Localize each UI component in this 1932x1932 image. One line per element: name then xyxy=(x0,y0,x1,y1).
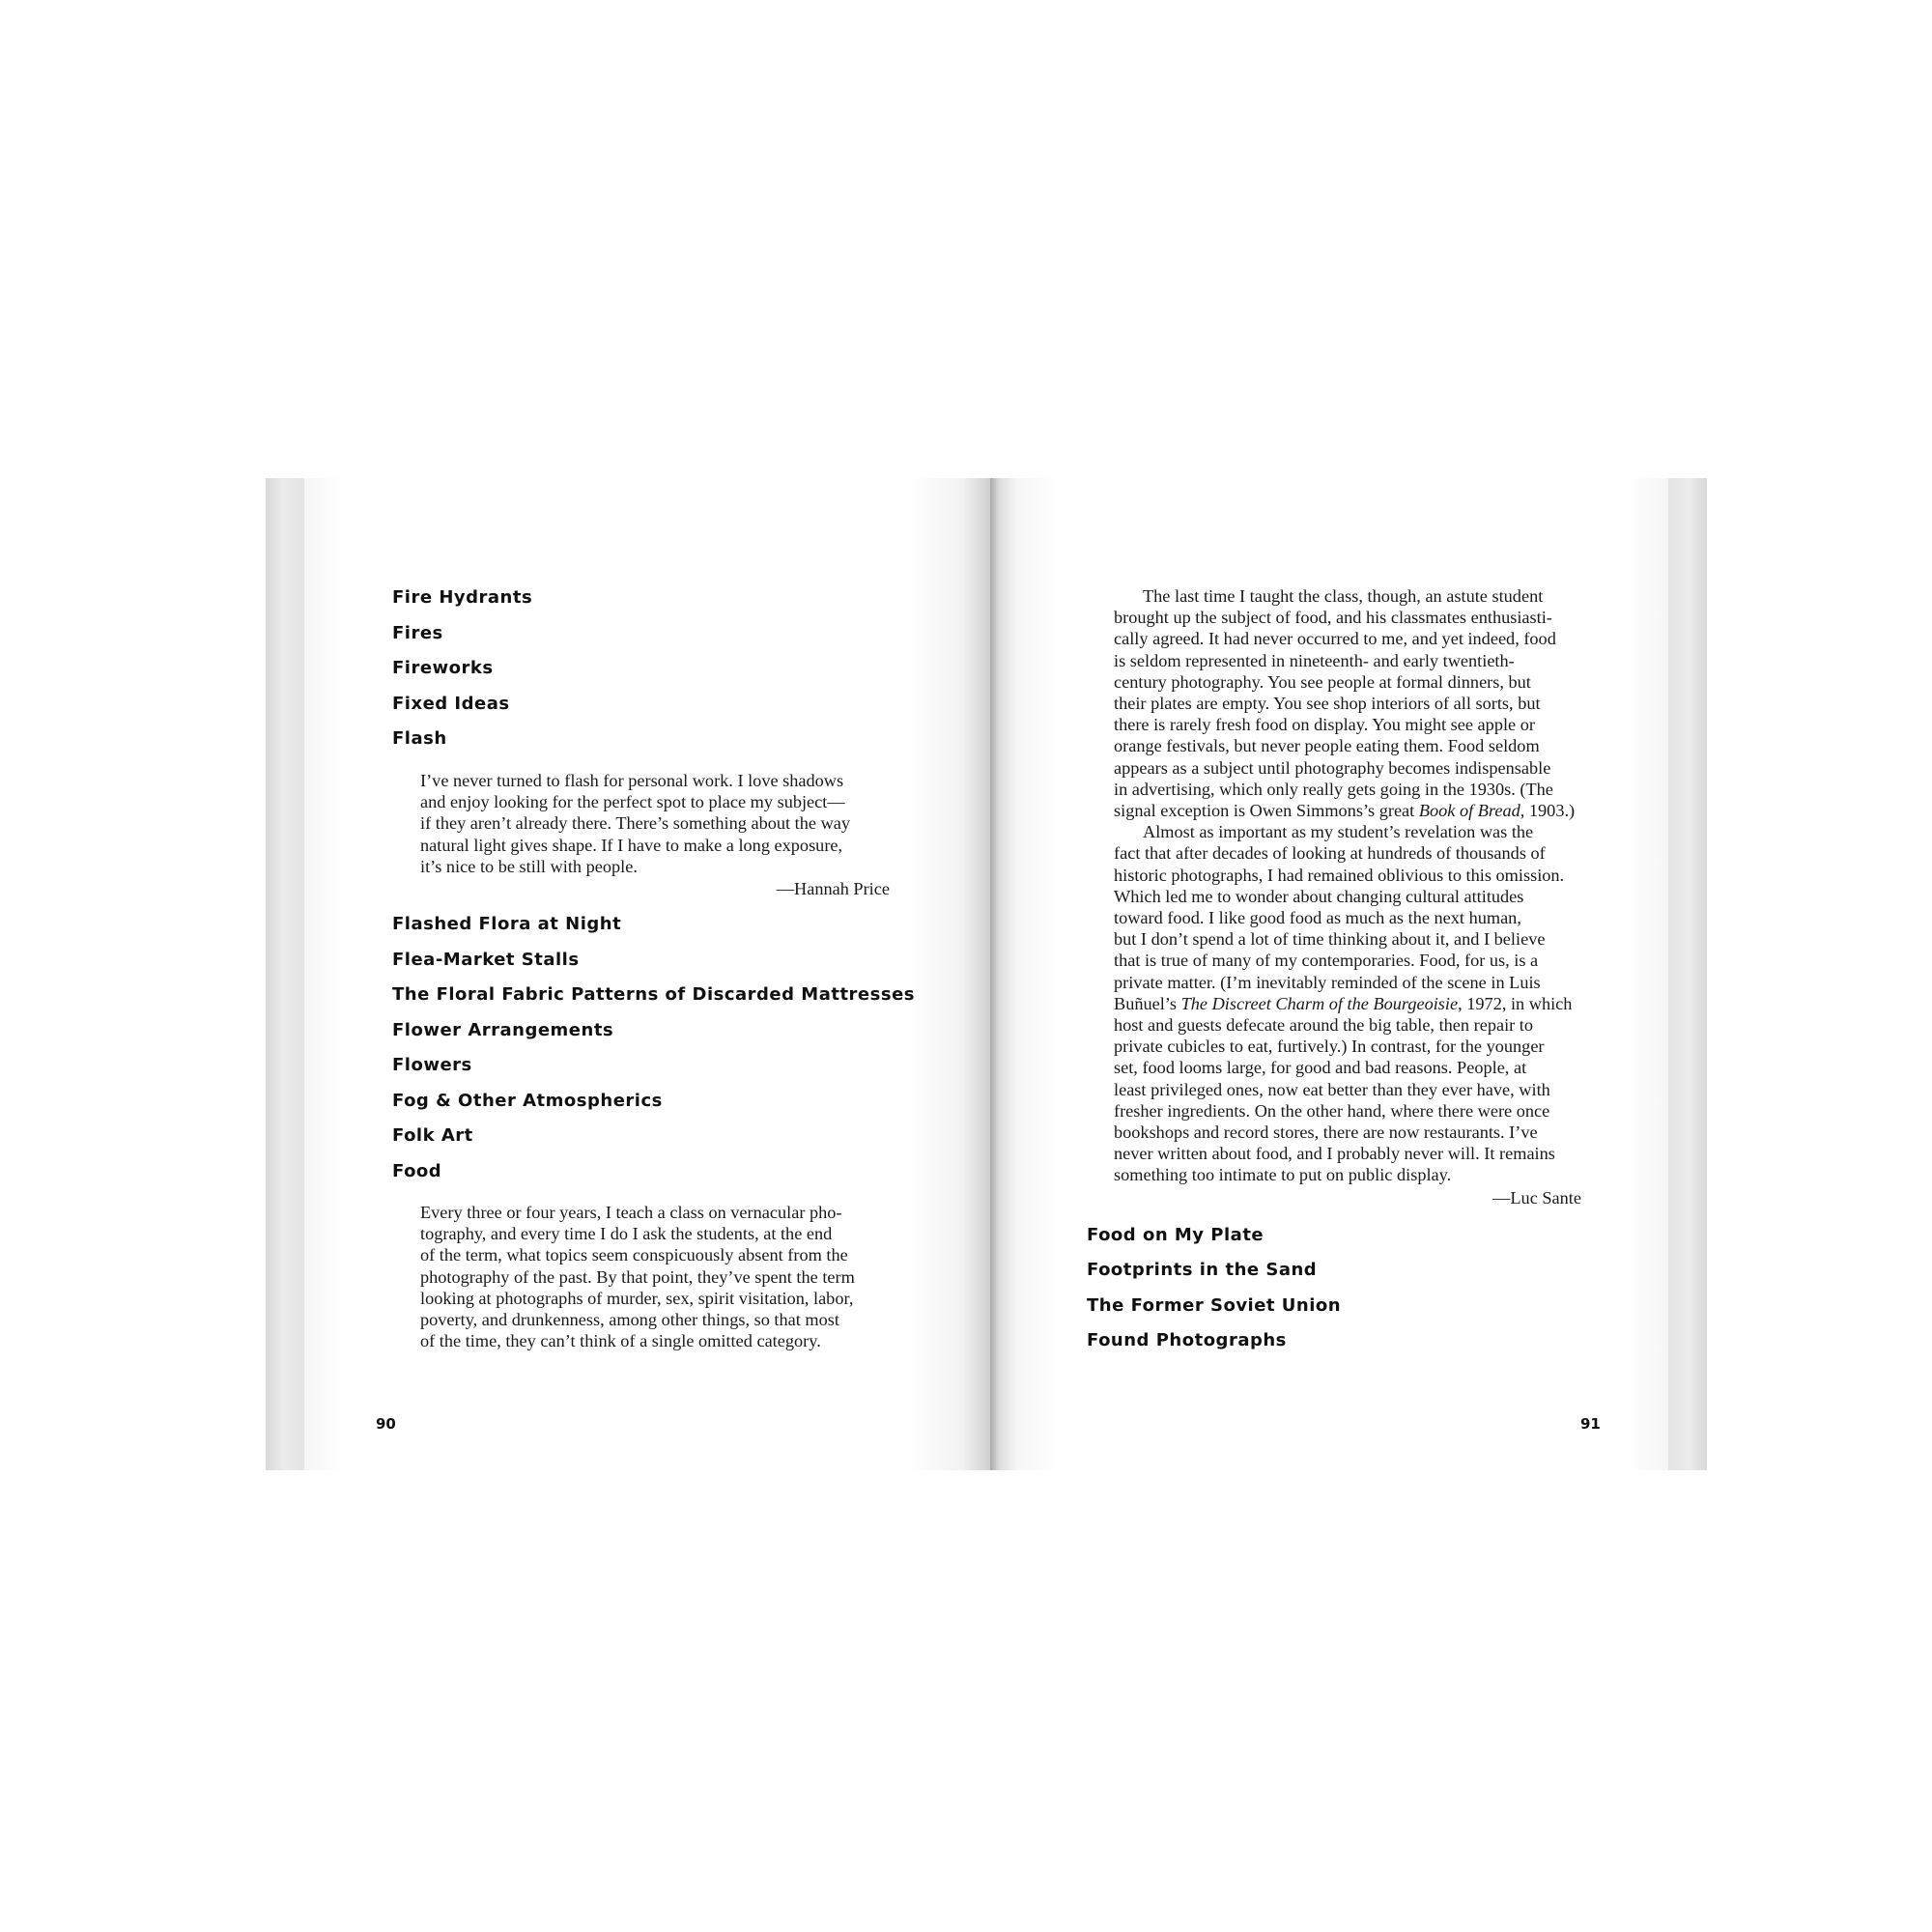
quote-line: if they aren’t already there. There’s something about the way xyxy=(420,813,851,834)
text-fragment: Buñuel’s xyxy=(1114,993,1181,1013)
entry-heading: Flea-Market Stalls xyxy=(392,950,580,970)
food-essay-continued xyxy=(1114,585,1581,1208)
quote-attribution: —Hannah Price xyxy=(776,879,890,899)
quote-line: natural light gives shape. If I have to make a long exposure, xyxy=(420,835,843,855)
essay-line: private matter. (I’m inevitably reminded of the scene in Luis xyxy=(1114,972,1541,992)
essay-line: looking at photographs of murder, sex, spirit visitation, labor, xyxy=(420,1288,854,1308)
entry-heading: Fog & Other Atmospherics xyxy=(392,1091,663,1111)
essay-line: The last time I taught the class, though, an astute student xyxy=(1143,586,1544,606)
entry-heading: Fixed Ideas xyxy=(392,694,510,714)
essay-line: private cubicles to eat, furtively.) In contrast, for the younger xyxy=(1114,1037,1545,1057)
essay-line: something too intimate to put on public display. xyxy=(1114,1165,1452,1185)
entry-heading: The Floral Fabric Patterns of Discarded Mattresses xyxy=(392,984,915,1005)
essay-attribution: —Luc Sante xyxy=(1492,1187,1581,1208)
entry-heading: Flowers xyxy=(392,1055,472,1075)
film-title: The Discreet Charm of the Bourgeoisie xyxy=(1180,993,1459,1013)
entry-heading: Folk Art xyxy=(392,1125,473,1146)
right-page-edge xyxy=(1666,478,1707,1470)
left-page-edge xyxy=(266,478,306,1470)
essay-line: tography, and every time I do I ask the students, at the end xyxy=(420,1224,833,1244)
page-number: 91 xyxy=(1580,1415,1601,1433)
essay-line: least privileged ones, now eat better than they ever have, with xyxy=(1114,1079,1550,1099)
entry-heading: Fireworks xyxy=(392,658,494,678)
essay-line: Which led me to wonder about changing cultural attitudes xyxy=(1114,886,1524,906)
essay-line: that is true of many of my contemporaries. Food, for us, is a xyxy=(1114,951,1539,971)
essay-line: host and guests defecate around the big table, then repair to xyxy=(1114,1015,1534,1036)
entry-heading: Food xyxy=(392,1161,442,1181)
flash-quote xyxy=(420,770,890,899)
essay-line: poverty, and drunkenness, among other things, so that most xyxy=(420,1310,839,1330)
entry-heading: Found Photographs xyxy=(1087,1330,1287,1350)
essay-line: toward food. I like good food as much as the next human, xyxy=(1114,908,1521,928)
essay-line: historic photographs, I had remained oblivious to this omission. xyxy=(1114,865,1565,885)
text-fragment: , 1972, in which xyxy=(1458,993,1573,1013)
food-essay-start xyxy=(420,1202,890,1351)
essay-line: fresher ingredients. On the other hand, where there were once xyxy=(1114,1100,1550,1121)
essay-line: of the term, what topics seem conspicuously absent from the xyxy=(420,1245,848,1265)
entry-heading: Flashed Flora at Night xyxy=(392,914,622,934)
essay-line: there is rarely fresh food on display. You might see apple or xyxy=(1114,715,1535,735)
essay-line: fact that after decades of looking at hundreds of thousands of xyxy=(1114,843,1546,864)
essay-line: never written about food, and I probably never will. It remains xyxy=(1114,1144,1555,1164)
essay-line: but I don’t spend a lot of time thinking about it, and I believe xyxy=(1114,929,1546,950)
book-title: Book of Bread xyxy=(1418,801,1520,821)
essay-line: brought up the subject of food, and his classmates enthusiasti- xyxy=(1114,608,1552,628)
essay-line: of the time, they can’t think of a single omitted category. xyxy=(420,1331,821,1351)
entry-heading: The Former Soviet Union xyxy=(1087,1295,1342,1316)
entry-heading: Food on My Plate xyxy=(1087,1225,1264,1245)
text-fragment: signal exception is Owen Simmons’s great xyxy=(1114,801,1419,821)
page-number: 90 xyxy=(376,1415,396,1433)
essay-line: orange festivals, but never people eating them. Food seldom xyxy=(1114,736,1540,756)
quote-line: it’s nice to be still with people. xyxy=(420,856,638,876)
entry-heading: Flash xyxy=(392,728,447,749)
quote-line: I’ve never turned to flash for personal work. I love shadows xyxy=(420,771,844,790)
essay-line: appears as a subject until photography becomes indispensable xyxy=(1114,757,1551,778)
essay-line: bookshops and record stores, there are now restaurants. I’ve xyxy=(1114,1122,1538,1143)
text-fragment: , 1903.) xyxy=(1520,801,1576,821)
essay-line: their plates are empty. You see shop interiors of all sorts, but xyxy=(1114,694,1541,714)
entry-heading: Fire Hydrants xyxy=(392,587,533,608)
quote-line: and enjoy looking for the perfect spot to place my subject— xyxy=(420,792,845,812)
essay-line: in advertising, which only really gets going in the 1930s. (The xyxy=(1114,779,1553,799)
essay-line: photography of the past. By that point, they’ve spent the term xyxy=(420,1266,855,1287)
essay-line: Every three or four years, I teach a class on vernacular pho- xyxy=(420,1203,842,1222)
essay-line: cally agreed. It had never occurred to me, and yet indeed, food xyxy=(1114,629,1556,649)
essay-line: Almost as important as my student’s revelation was the xyxy=(1143,822,1534,842)
essay-line xyxy=(1114,993,1581,1014)
essay-line xyxy=(1114,800,1581,821)
entry-heading: Fires xyxy=(392,623,443,643)
essay-line: set, food looms large, for good and bad reasons. People, at xyxy=(1114,1058,1527,1078)
essay-line: century photography. You see people at formal dinners, but xyxy=(1114,671,1531,692)
entry-heading: Footprints in the Sand xyxy=(1087,1260,1318,1280)
entry-heading: Flower Arrangements xyxy=(392,1020,614,1040)
essay-line: is seldom represented in nineteenth- and early twentieth- xyxy=(1114,650,1515,670)
